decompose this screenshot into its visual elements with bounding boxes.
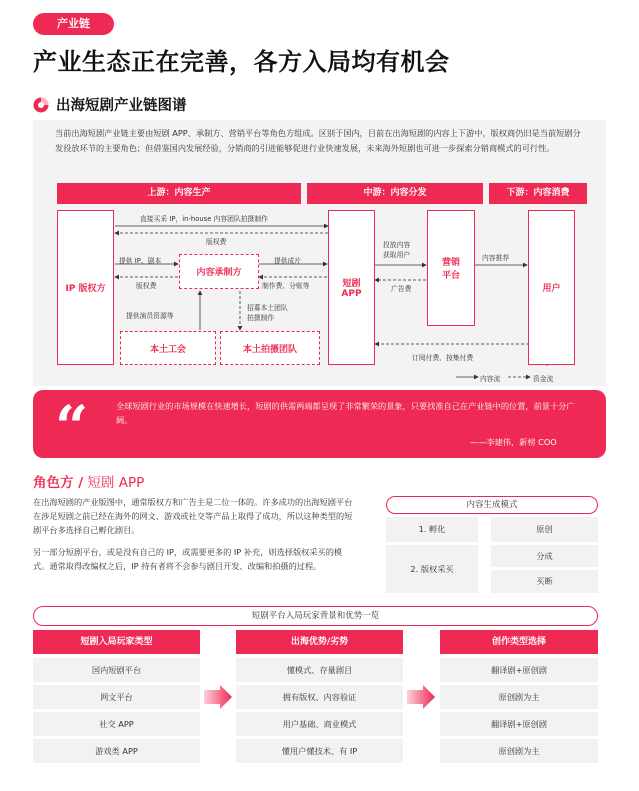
stage-upstream: 上游：内容生产	[57, 183, 301, 204]
intro-text: 当前出海短剧产业链主要由短剧 APP、承制方、营销平台等角色方组成。区别于国内，目前在出海短剧的内容上下游中，版权商仍旧是当前短剧分发投放环节的主要角色；但借鉴国内发展经验，分销商的引进能够促进行业快速发展，未来海外短剧也可进一步探索分销商模式的可行性。	[55, 128, 581, 153]
legend-content-flow: 内容流	[480, 375, 501, 383]
mode-license: 2. 版权采买	[386, 545, 478, 593]
table-cell: 翻译剧+原创剧	[440, 712, 598, 736]
mode-option-original: 原创	[491, 517, 598, 542]
label-payment: 订阅付费、按集付费	[412, 354, 474, 362]
label-recommend: 内容推荐	[482, 254, 510, 262]
node-marketing-platform: 营销 平台	[427, 210, 475, 326]
label-royalty-top: 版权费	[206, 238, 227, 246]
table-cell: 拥有版权、内容验证	[236, 685, 403, 709]
col-header-creation-type: 创作类型选择	[440, 630, 598, 654]
label-recruit: 招募本土团队 拍摄制作	[247, 304, 288, 322]
mode-option-share: 分成	[491, 545, 598, 567]
col-header-advantages: 出海优势/劣势	[236, 630, 403, 654]
stage-downstream: 下游：内容消费	[489, 183, 587, 204]
mode-option-buyout: 买断	[491, 570, 598, 593]
table-cell: 原创剧为主	[440, 739, 598, 763]
section-title: 出海短剧产业链图谱	[56, 98, 187, 114]
content-mode-title: 内容生成模式	[386, 496, 598, 514]
table-cell: 国内短剧平台	[33, 658, 200, 682]
label-provide-film: 提供成片	[274, 257, 302, 265]
role-name: 短剧 APP	[87, 475, 145, 491]
table-cell: 原创剧为主	[440, 685, 598, 709]
node-ip-owner: IP 版权方	[57, 210, 114, 365]
page-title: 产业生态正在完善，各方入局均有机会	[33, 48, 450, 76]
table-cell: 网文平台	[33, 685, 200, 709]
table-cell: 翻译剧+原创剧	[440, 658, 598, 682]
node-local-team: 本土拍摄团队	[220, 331, 320, 365]
table-cell: 社交 APP	[33, 712, 200, 736]
label-provide-ip: 提供 IP、剧本	[119, 257, 162, 265]
label-production-fee: 制作费、分账等	[262, 282, 310, 290]
node-local-union: 本土工会	[120, 331, 216, 365]
table-cell: 懂用户懂技术、有 IP	[236, 739, 403, 763]
legend-money-flow: 资金流	[533, 375, 554, 383]
paragraph-2: 另一部分短剧平台，或是没有自己的 IP，或需要更多的 IP 补充，则选择版权采买的模式。通常取得改编权之后，IP 持有者将不会参与剧目开发、改编和拍摄的过程。	[33, 547, 343, 571]
col-header-player-type: 短剧入局玩家类型	[33, 630, 200, 654]
quote-text: 全球短剧行业的市场规模在快速增长，短剧的供需两端都呈现了非常繁荣的景象，只要找准自己在产业链中的位置，前景十分广阔。	[116, 401, 575, 425]
quote-author: ——李建伟，新榜 COO	[470, 437, 557, 447]
mode-incubate: 1. 孵化	[386, 517, 478, 542]
node-short-drama-app: 短剧 APP	[328, 210, 375, 365]
label-provide-actors: 提供演员资源等	[126, 312, 174, 320]
label-ad-traffic: 投放内容 获取用户	[383, 241, 411, 259]
role-heading	[33, 471, 144, 491]
node-user: 用户	[528, 210, 575, 365]
stage-midstream: 中游：内容分发	[307, 183, 483, 204]
chevron-right-icon	[405, 684, 437, 710]
table-cell: 游戏类 APP	[33, 739, 200, 763]
quote-mark-icon: “	[55, 393, 89, 461]
players-table-title: 短剧平台入局玩家背景和优势一览	[33, 606, 598, 626]
chevron-right-icon	[202, 684, 234, 710]
role-prefix: 角色方 /	[33, 475, 84, 491]
node-producer: 内容承制方	[179, 254, 259, 289]
section-tag: 产业链	[33, 13, 114, 35]
label-ad-fee: 广告费	[391, 285, 412, 293]
paragraph-1: 在出海短剧的产业版图中，通常版权方和广告主是二位一体的。许多成功的出海短剧平台在涉足短剧之前已经在海外的网文、游戏或社交等产品上取得了成功，所以这种类型的短剧平台多选择自己孵化剧目。	[33, 497, 353, 535]
label-royalty-left: 版权费	[136, 282, 157, 290]
table-cell: 懂模式、存量剧目	[236, 658, 403, 682]
label-buy-direct: 直接买采 IP，in-house 内容团队拍摄制作	[140, 215, 268, 223]
table-cell: 用户基础、商业模式	[236, 712, 403, 736]
